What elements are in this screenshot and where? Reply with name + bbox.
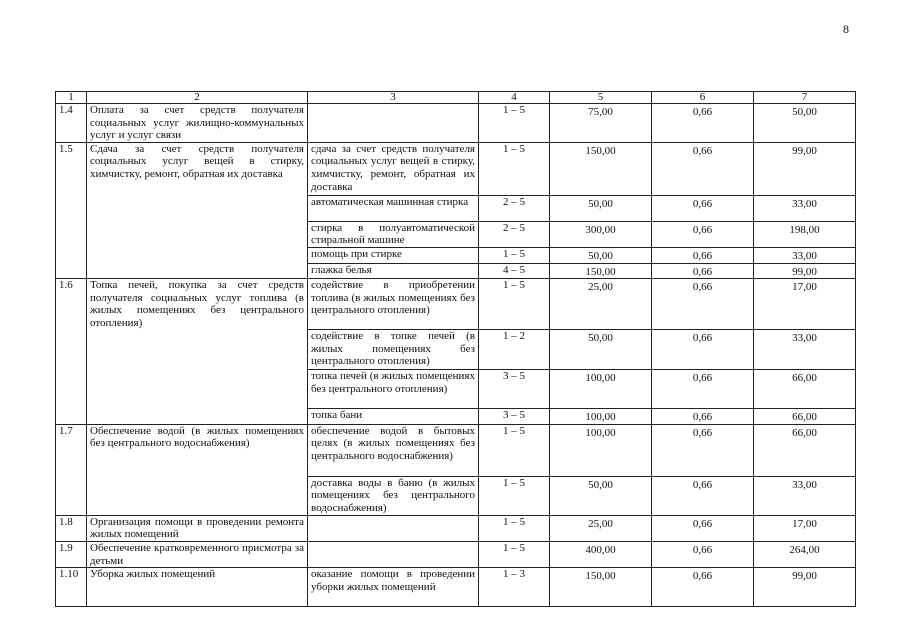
category-range: 1 – 5 <box>479 541 550 567</box>
category-range: 1 – 5 <box>479 515 550 541</box>
base-price: 75,00 <box>550 104 652 143</box>
service-name: Обеспечение кратковременного присмотра за детьми <box>87 541 308 567</box>
service-name: Топка печей, покупка за счет средств получателя социальных услуг топлива (в жилых помещениях без центрального отопления) <box>87 279 308 425</box>
sub-service: доставка воды в баню (в жилых помещениях без центрального водоснабжения) <box>308 476 479 515</box>
tariff: 33,00 <box>754 247 856 263</box>
coefficient: 0,66 <box>652 104 754 143</box>
service-number: 1.5 <box>56 142 87 278</box>
sub-service <box>308 515 479 541</box>
category-range: 1 – 3 <box>479 568 550 607</box>
table-row <box>56 279 856 330</box>
coefficient: 0,66 <box>652 409 754 425</box>
base-price: 100,00 <box>550 424 652 476</box>
service-name: Обеспечение водой (в жилых помещениях без центрального водоснабжения) <box>87 424 308 515</box>
tariff: 17,00 <box>754 279 856 330</box>
coefficient: 0,66 <box>652 476 754 515</box>
base-price: 25,00 <box>550 515 652 541</box>
service-number: 1.9 <box>56 541 87 567</box>
service-number: 1.8 <box>56 515 87 541</box>
tariff: 17,00 <box>754 515 856 541</box>
service-name: Организация помощи в проведении ремонта жилых помещений <box>87 515 308 541</box>
header-cell: 1 <box>56 92 87 104</box>
base-price: 50,00 <box>550 330 652 370</box>
service-name: Уборка жилых помещений <box>87 568 308 607</box>
category-range: 3 – 5 <box>479 409 550 425</box>
tariff: 66,00 <box>754 370 856 409</box>
coefficient: 0,66 <box>652 142 754 195</box>
category-range: 3 – 5 <box>479 370 550 409</box>
base-price: 100,00 <box>550 409 652 425</box>
tariff: 264,00 <box>754 541 856 567</box>
base-price: 50,00 <box>550 247 652 263</box>
table-row <box>56 515 856 541</box>
sub-service: обеспечение водой в бытовых целях (в жилых помещениях без центрального водоснабжения) <box>308 424 479 476</box>
base-price: 50,00 <box>550 195 652 221</box>
sub-service <box>308 104 479 143</box>
sub-service: сдача за счет средств получателя социальных услуг вещей в стирку, химчистку, ремонт, обратная их доставка <box>308 142 479 195</box>
coefficient: 0,66 <box>652 370 754 409</box>
header-cell: 2 <box>87 92 308 104</box>
service-name: Оплата за счет средств получателя социальных услуг жилищно-коммунальных услуг и услуг связи <box>87 104 308 143</box>
coefficient: 0,66 <box>652 424 754 476</box>
tariff: 66,00 <box>754 409 856 425</box>
sub-service: стирка в полуавтоматической стиральной машине <box>308 221 479 247</box>
category-range: 1 – 5 <box>479 424 550 476</box>
base-price: 150,00 <box>550 568 652 607</box>
coefficient: 0,66 <box>652 515 754 541</box>
tariff: 66,00 <box>754 424 856 476</box>
header-cell: 3 <box>308 92 479 104</box>
sub-service: помощь при стирке <box>308 247 479 263</box>
coefficient: 0,66 <box>652 330 754 370</box>
coefficient: 0,66 <box>652 279 754 330</box>
tariff: 33,00 <box>754 330 856 370</box>
base-price: 150,00 <box>550 142 652 195</box>
header-cell: 5 <box>550 92 652 104</box>
table-row <box>56 568 856 607</box>
sub-service: топка бани <box>308 409 479 425</box>
coefficient: 0,66 <box>652 221 754 247</box>
header-cell: 7 <box>754 92 856 104</box>
service-number: 1.6 <box>56 279 87 425</box>
table-row <box>56 142 856 195</box>
sub-service: глажка белья <box>308 263 479 279</box>
coefficient: 0,66 <box>652 263 754 279</box>
header-cell: 4 <box>479 92 550 104</box>
coefficient: 0,66 <box>652 568 754 607</box>
sub-service: содействие в приобретении топлива (в жилых помещениях без центрального отопления) <box>308 279 479 330</box>
service-number: 1.4 <box>56 104 87 143</box>
base-price: 150,00 <box>550 263 652 279</box>
tariff: 99,00 <box>754 142 856 195</box>
base-price: 100,00 <box>550 370 652 409</box>
sub-service: автоматическая машинная стирка <box>308 195 479 221</box>
category-range: 1 – 5 <box>479 142 550 195</box>
category-range: 1 – 5 <box>479 279 550 330</box>
sub-service: топка печей (в жилых помещениях без центрального отопления) <box>308 370 479 409</box>
category-range: 1 – 2 <box>479 330 550 370</box>
service-number: 1.10 <box>56 568 87 607</box>
header-cell: 6 <box>652 92 754 104</box>
category-range: 1 – 5 <box>479 104 550 143</box>
table-row <box>56 424 856 476</box>
sub-service: оказание помощи в проведении уборки жилых помещений <box>308 568 479 607</box>
table-row <box>56 541 856 567</box>
tariff: 50,00 <box>754 104 856 143</box>
service-name: Сдача за счет средств получателя социальных услуг вещей в стирку, химчистку, ремонт, обратная их доставка <box>87 142 308 278</box>
base-price: 25,00 <box>550 279 652 330</box>
tariff: 33,00 <box>754 195 856 221</box>
tariff: 33,00 <box>754 476 856 515</box>
service-number: 1.7 <box>56 424 87 515</box>
tariff-table <box>55 91 856 607</box>
page-number: 8 <box>843 22 849 36</box>
base-price: 400,00 <box>550 541 652 567</box>
category-range: 1 – 5 <box>479 476 550 515</box>
base-price: 300,00 <box>550 221 652 247</box>
sub-service: содействие в топке печей (в жилых помещениях без центрального отопления) <box>308 330 479 370</box>
base-price: 50,00 <box>550 476 652 515</box>
coefficient: 0,66 <box>652 195 754 221</box>
category-range: 4 – 5 <box>479 263 550 279</box>
category-range: 2 – 5 <box>479 195 550 221</box>
tariff: 198,00 <box>754 221 856 247</box>
tariff: 99,00 <box>754 263 856 279</box>
category-range: 1 – 5 <box>479 247 550 263</box>
header-row <box>56 92 856 104</box>
table-row <box>56 104 856 143</box>
sub-service <box>308 541 479 567</box>
coefficient: 0,66 <box>652 541 754 567</box>
coefficient: 0,66 <box>652 247 754 263</box>
category-range: 2 – 5 <box>479 221 550 247</box>
tariff: 99,00 <box>754 568 856 607</box>
